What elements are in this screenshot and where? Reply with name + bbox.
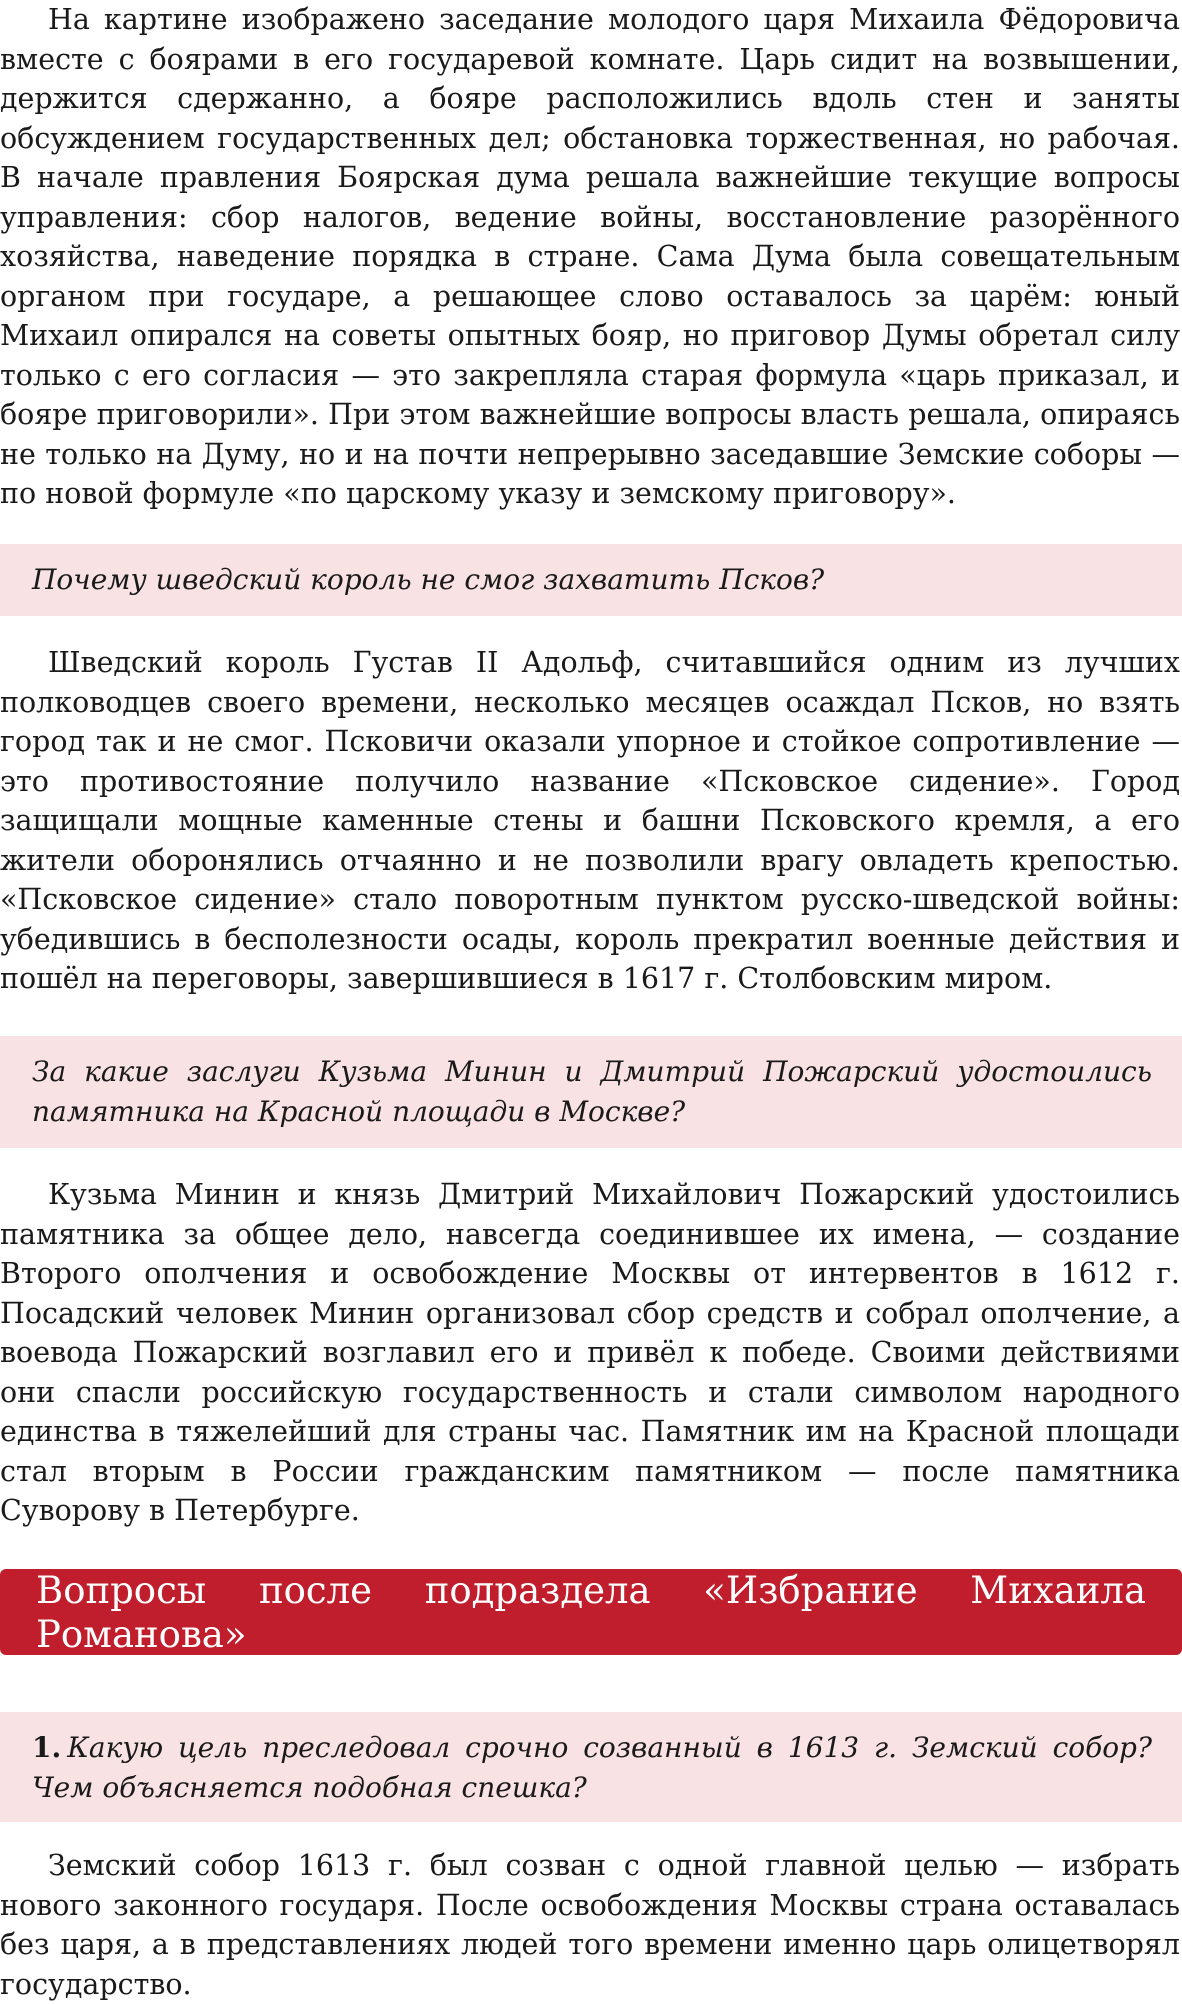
section-heading-title: Вопросы после подраздела «Избрание Михаила Романова» xyxy=(36,1569,1146,1656)
answer-paragraph-painting: На картине изображено заседание молодого царя Михаила Фёдоровича вместе с боярами в его государевой комнате. Царь сидит на возвышении, держится сдержанно, а бояре расположились вдоль стен и заняты обсуждением государственных дел; обстановка торжественная, но рабочая. В начале правления Боярская дума решала важнейшие текущие вопросы управления: сбор налогов, ведение войны, восстановление разорённого хозяйства, наведение порядка в стране. Сама Дума была совещательным органом при государе, а решающее слово оставалось за царём: юный Михаил опирался на советы опытных бояр, но приговор Думы обретал силу только с его согласия — это закрепляла старая формула «царь приказал, и бояре приговорили». При этом важнейшие вопросы власть решала, опираясь не только на Думу, но и на почти непрерывно заседавшие Земские соборы — по новой формуле «по царскому указу и земскому приговору». xyxy=(0,3,1180,510)
question-number: 1. xyxy=(32,1731,62,1764)
answer-paragraph-pskov: Шведский король Густав II Адольф, считавшийся одним из лучших полководцев своего времени, несколько месяцев осаждал Псков, но взять город так и не смог. Псковичи оказали упорное и стойкое сопротивление — это противостояние получило название «Псковское сидение». Город защищали мощные каменные стены и башни Псковского кремля, а его жители оборонялись отчаянно и не позволили врагу овладеть крепостью. «Псковское сидение» стало поворотным пунктом русско-шведской войны: убедившись в бесполезности осады, король прекратил военные действия и пошёл на переговоры, завершившиеся в 1617 г. Столбовским миром. xyxy=(0,646,1180,995)
answer-paragraph-monument: Кузьма Минин и князь Дмитрий Михайлович Пожарский удостоились памятника за общее дело, навсегда соединившее их имена, — создание Второго ополчения и освобождение Москвы от интервентов в 1612 г. Посадский человек Минин организовал сбор средств и собрал ополчение, а воевода Пожарский возглавил его и привёл к победе. Своими действиями они спасли российскую государственность и стали символом народного единства в тяжелейший для страны час. Памятник им на Красной площади стал вторым в России гражданским памятником — после памятника Суворову в Петербурге. xyxy=(0,1178,1180,1527)
question-box-pskov xyxy=(0,544,1182,616)
question-box-monument xyxy=(0,1036,1182,1148)
question-text-zemsky-sobor: Какую цель преследовал срочно созванный в 1613 г. Земский собор? Чем объясняется подобная спешка? xyxy=(32,1731,1152,1804)
question-text-pskov: Почему шведский король не смог захватить Псков? xyxy=(32,563,825,596)
question-text-zemsky-sobor-wrap xyxy=(32,1728,1152,1807)
question-text-monument: За какие заслуги Кузьма Минин и Дмитрий Пожарский удостоились памятника на Красной площади в Москве? xyxy=(32,1055,1152,1128)
section-heading-banner xyxy=(0,1569,1182,1655)
question-box-zemsky-sobor xyxy=(0,1712,1182,1822)
answer-paragraph-zemsky-sobor: Земский собор 1613 г. был созван с одной главной целью — избрать нового законного государя. После освобождения Москвы страна оставалась без царя, а в представлениях людей того времени именно царь олицетворял государство. xyxy=(0,1849,1180,2001)
